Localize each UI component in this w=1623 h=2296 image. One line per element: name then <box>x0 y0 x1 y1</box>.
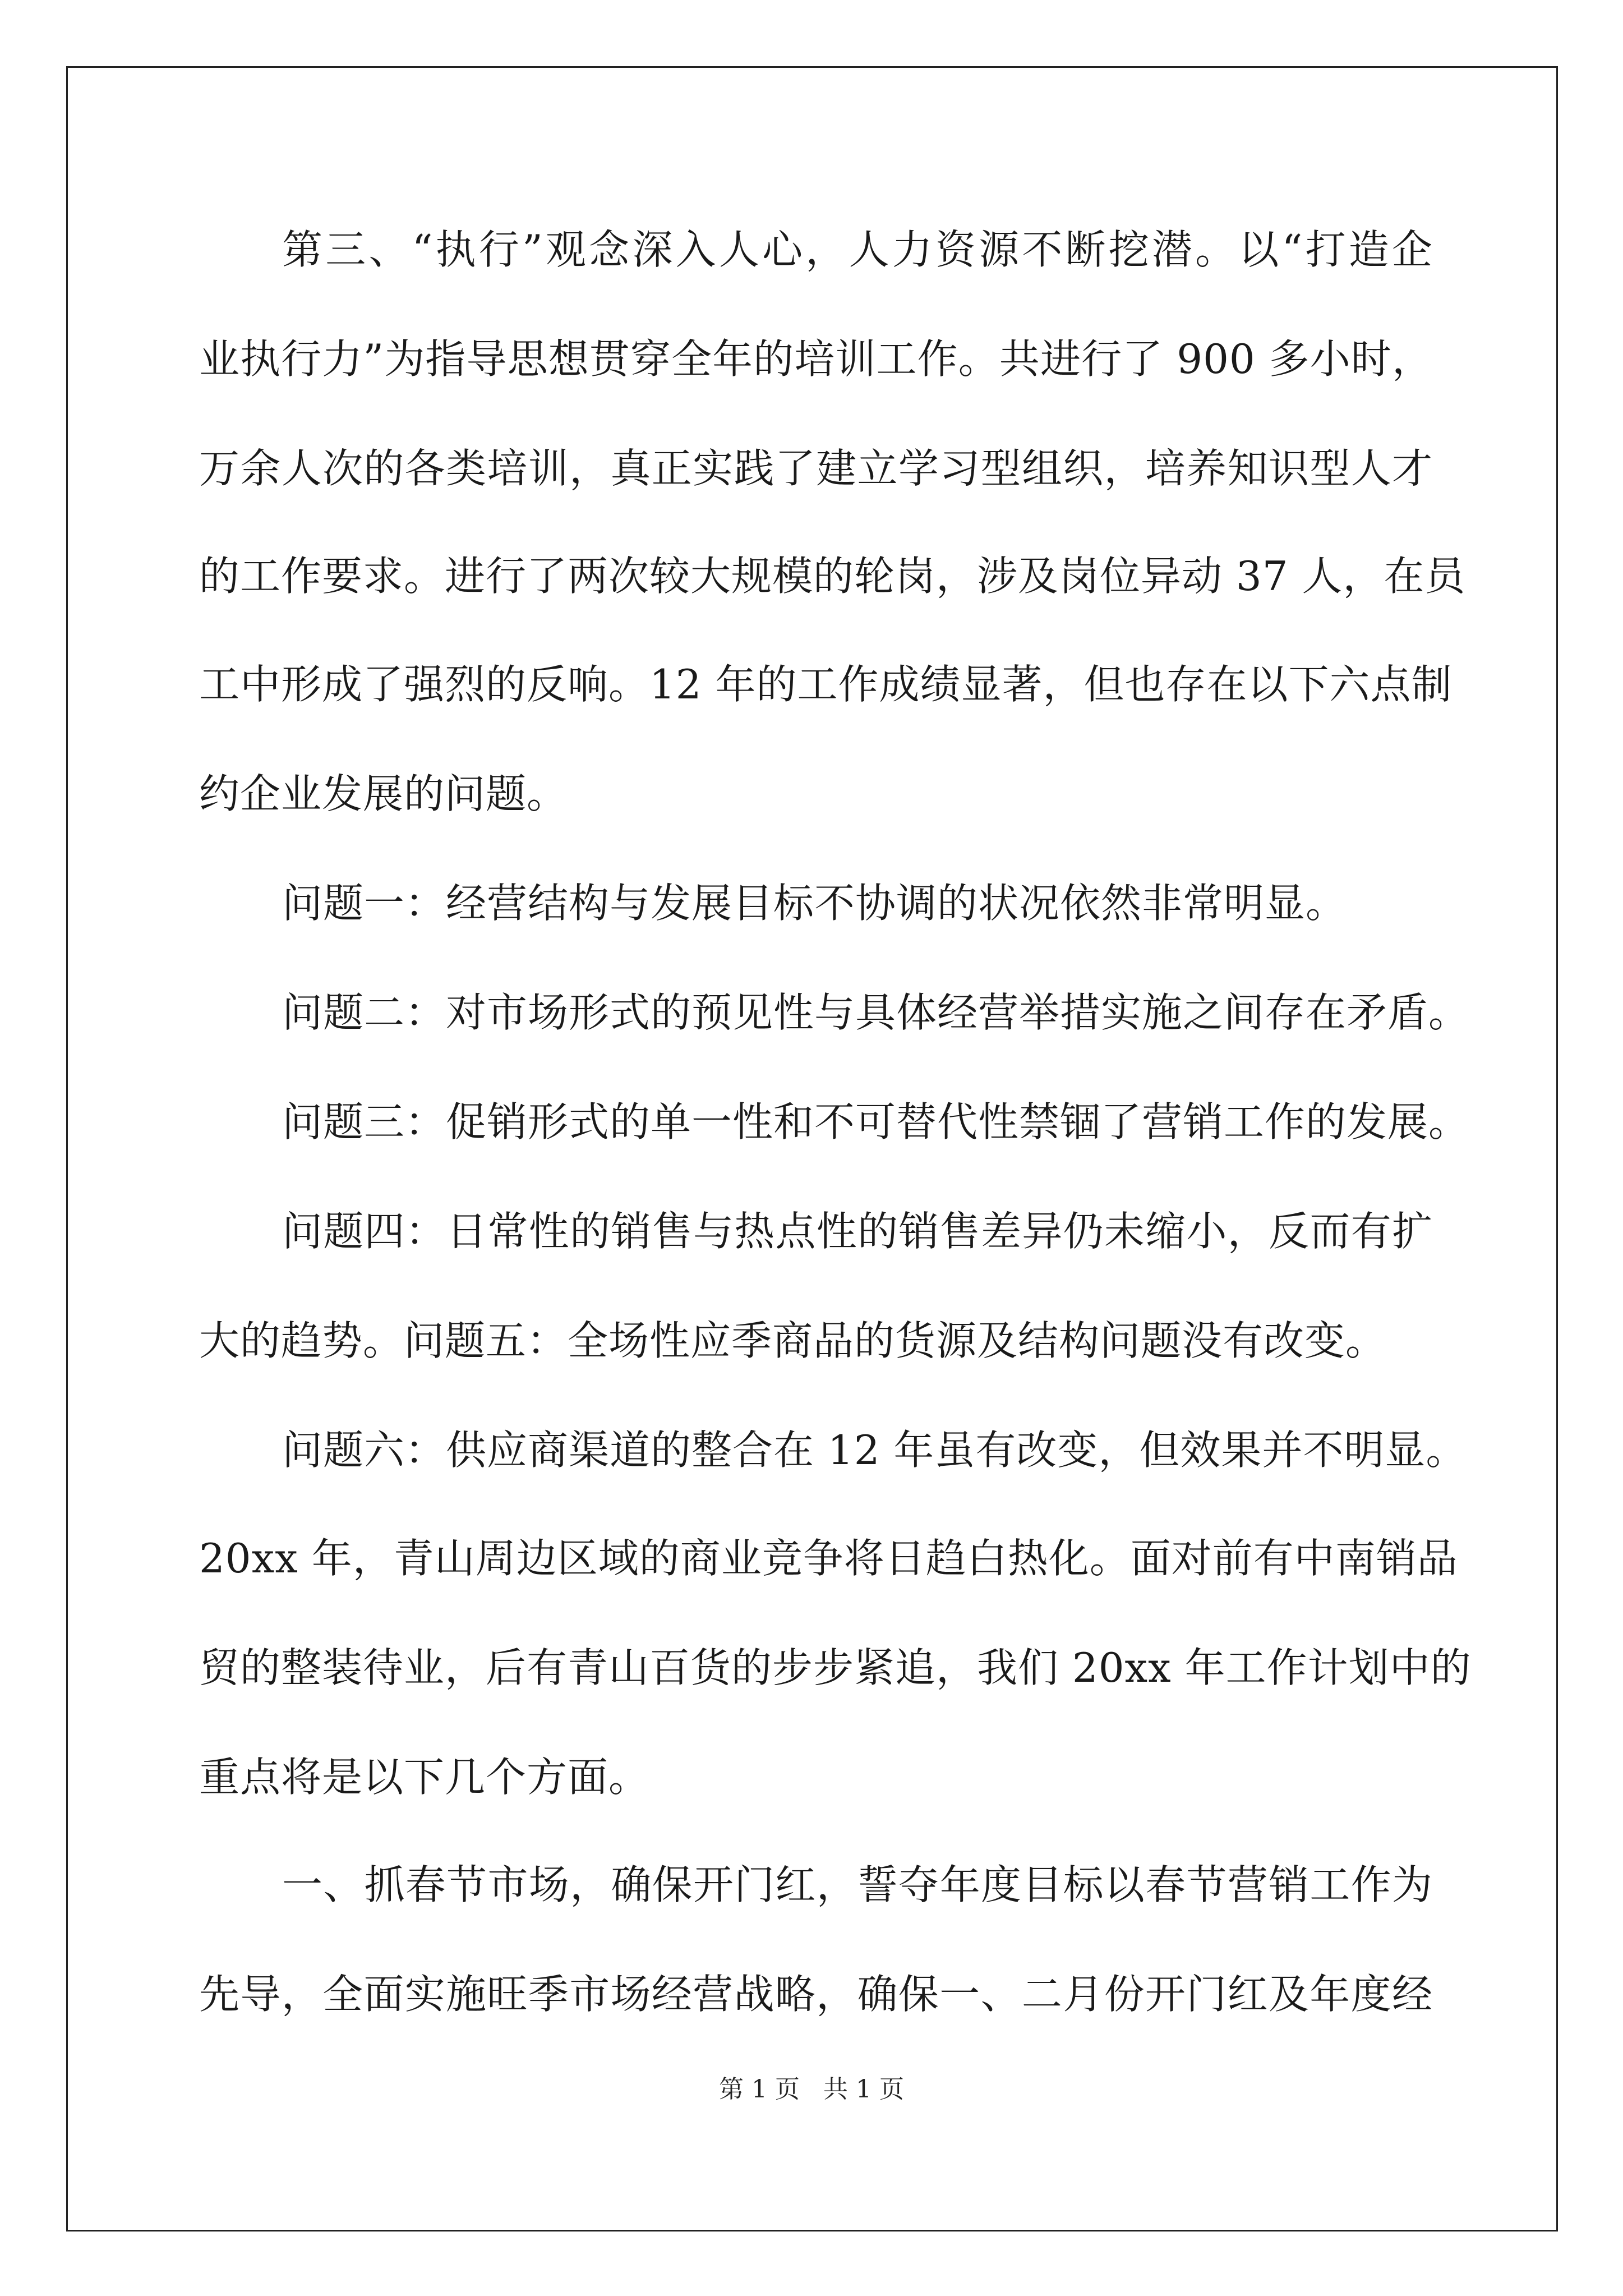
page-footer <box>0 2073 1623 2106</box>
page-number: 第 1 页 <box>719 2075 800 2104</box>
text-line-14: 贸的整装待业，后有青山百货的步步紧追，我们 20xx 年工作计划中的 <box>199 1644 1472 1691</box>
page-total: 共 1 页 <box>823 2075 904 2104</box>
text-line-4: 的工作要求。进行了两次较大规模的轮岗，涉及岗位异动 37 人，在员 <box>199 553 1466 600</box>
text-line-10: 问题四：日常性的销售与热点性的销售差异仍未缩小，反而有扩 <box>282 1208 1433 1255</box>
text-line-8: 问题二：对市场形式的预见性与具体经营举措实施之间存在矛盾。 <box>282 989 1470 1036</box>
text-line-13: 20xx 年，青山周边区域的商业竞争将日趋白热化。面对前有中南销品 <box>199 1535 1458 1582</box>
text-line-16: 一、抓春节市场，确保开门红，誓夺年度目标以春节营销工作为 <box>282 1861 1433 1908</box>
text-line-9: 问题三：促销形式的单一性和不可替代性禁锢了营销工作的发展。 <box>282 1098 1470 1145</box>
text-line-6: 约企业发展的问题。 <box>199 770 568 817</box>
text-line-12: 问题六：供应商渠道的整合在 12 年虽有改变，但效果并不明显。 <box>282 1427 1467 1474</box>
text-line-7: 问题一：经营结构与发展目标不协调的状况依然非常明显。 <box>282 880 1347 927</box>
text-line-11: 大的趋势。问题五：全场性应季商品的货源及结构问题没有改变。 <box>199 1317 1387 1364</box>
text-line-2: 业执行力”为指导思想贯穿全年的培训工作。共进行了 900 多小时， <box>199 335 1433 383</box>
text-line-15: 重点将是以下几个方面。 <box>199 1754 650 1801</box>
text-line-5: 工中形成了强烈的反响。12 年的工作成绩显著，但也存在以下六点制 <box>199 661 1453 708</box>
text-line-3: 万余人次的各类培训，真正实践了建立学习型组织，培养知识型人才 <box>199 445 1433 492</box>
text-line-1: 第三、“执行”观念深入人心，人力资源不断挖潜。以“打造企 <box>282 226 1433 273</box>
text-line-17: 先导，全面实施旺季市场经营战略，确保一、二月份开门红及年度经 <box>199 1971 1433 2018</box>
